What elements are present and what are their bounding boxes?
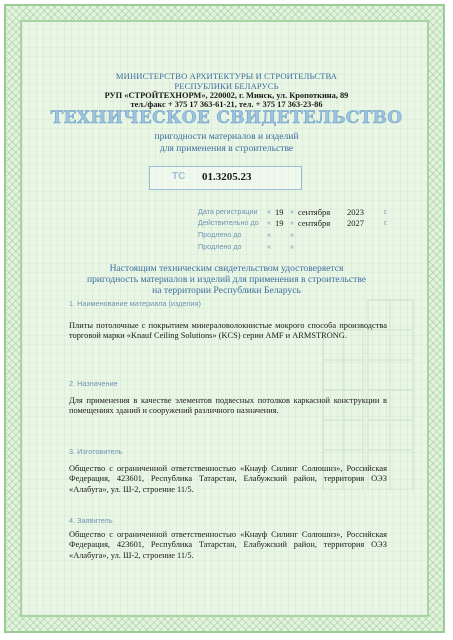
building-watermark-icon (313, 290, 423, 490)
registration-date-label: Дата регистрации (198, 207, 258, 216)
quote-close: » (290, 230, 294, 239)
extended-until-label: Продлено до (198, 242, 242, 251)
section-body-purpose: Для применения в качестве элементов подвесных потолков каркасной конструкции в помещениях зданий и сооружений различного назначения. (69, 396, 387, 416)
valid-until-month: сентября (298, 218, 331, 228)
statement-line-1: Настоящим техническим свидетельством удостоверяется (109, 263, 344, 274)
certificate-prefix: ТС (172, 171, 186, 182)
extended-until-row-1 (198, 229, 398, 241)
year-suffix: г. (384, 218, 388, 227)
statement-line-3: на территории Республики Беларусь (152, 285, 301, 296)
registration-month: сентября (298, 207, 331, 217)
quote-open: « (267, 242, 271, 251)
year-suffix: г. (384, 207, 388, 216)
extended-until-row-2 (198, 241, 398, 253)
valid-until-day: 19 (275, 218, 284, 228)
section-heading-material: 1. Наименование материала (изделия) (69, 299, 201, 308)
section-body-material: Плиты потолочные с покрытием минераловолокнистые мокрого способа производства торговой марки «Knauf Ceiling Solutions» (KCS) серии AMF и ARMSTRONG. (69, 321, 387, 341)
valid-until-year: 2027 (347, 218, 364, 228)
extended-until-label: Продлено до (198, 230, 242, 239)
section-heading-purpose: 2. Назначение (69, 379, 118, 388)
valid-until-row (198, 217, 398, 229)
certificate-number-box (149, 166, 302, 190)
organization-address: РУП «СТРОЙТЕХНОРМ», 220002, г. Минск, ул. Кропоткина, 89 (104, 91, 349, 100)
registration-year: 2023 (347, 207, 364, 217)
subtitle-line-1: пригодности материалов и изделий (154, 131, 299, 142)
quote-close: » (290, 242, 294, 251)
section-body-manufacturer: Общество с ограниченной ответственностью «Кнауф Силинг Солюшнз», Российская Федерация, 423601, Республика Татарстан, Елабужский район, территория ОЭЗ «Алабуга», ул. Ш-2, строение 11/5. (69, 464, 387, 494)
document-title: ТЕХНИЧЕСКОЕ СВИДЕТЕЛЬСТВО (50, 108, 403, 128)
quote-open: « (267, 230, 271, 239)
ministry-line-2: РЕСПУБЛИКИ БЕЛАРУСЬ (174, 81, 279, 91)
quote-open: « (267, 218, 271, 227)
statement-line-2: пригодность материалов и изделий для применения в строительстве (86, 274, 367, 285)
section-heading-applicant: 4. Заявитель (69, 516, 113, 525)
registration-day: 19 (275, 207, 284, 217)
quote-open: « (267, 207, 271, 216)
subtitle-line-2: для применения в строительстве (159, 143, 294, 154)
valid-until-label: Действительно до (198, 218, 259, 227)
section-body-applicant: Общество с ограниченной ответственностью «Кнауф Силинг Солюшнз», Российская Федерация, 423601, Республика Татарстан, Елабужский район, территория ОЭЗ «Алабуга», ул. Ш-2, строение 11/5. (69, 530, 387, 560)
section-heading-manufacturer: 3. Изготовитель (69, 447, 123, 456)
organization-contacts: тел./факс + 375 17 363-61-21, тел. + 375 17 363-23-86 (130, 100, 323, 109)
certificate-number: 01.3205.23 (202, 171, 252, 183)
ministry-line-1: МИНИСТЕРСТВО АРХИТЕКТУРЫ И СТРОИТЕЛЬСТВА (115, 71, 338, 81)
quote-close: » (290, 207, 294, 216)
quote-close: » (290, 218, 294, 227)
